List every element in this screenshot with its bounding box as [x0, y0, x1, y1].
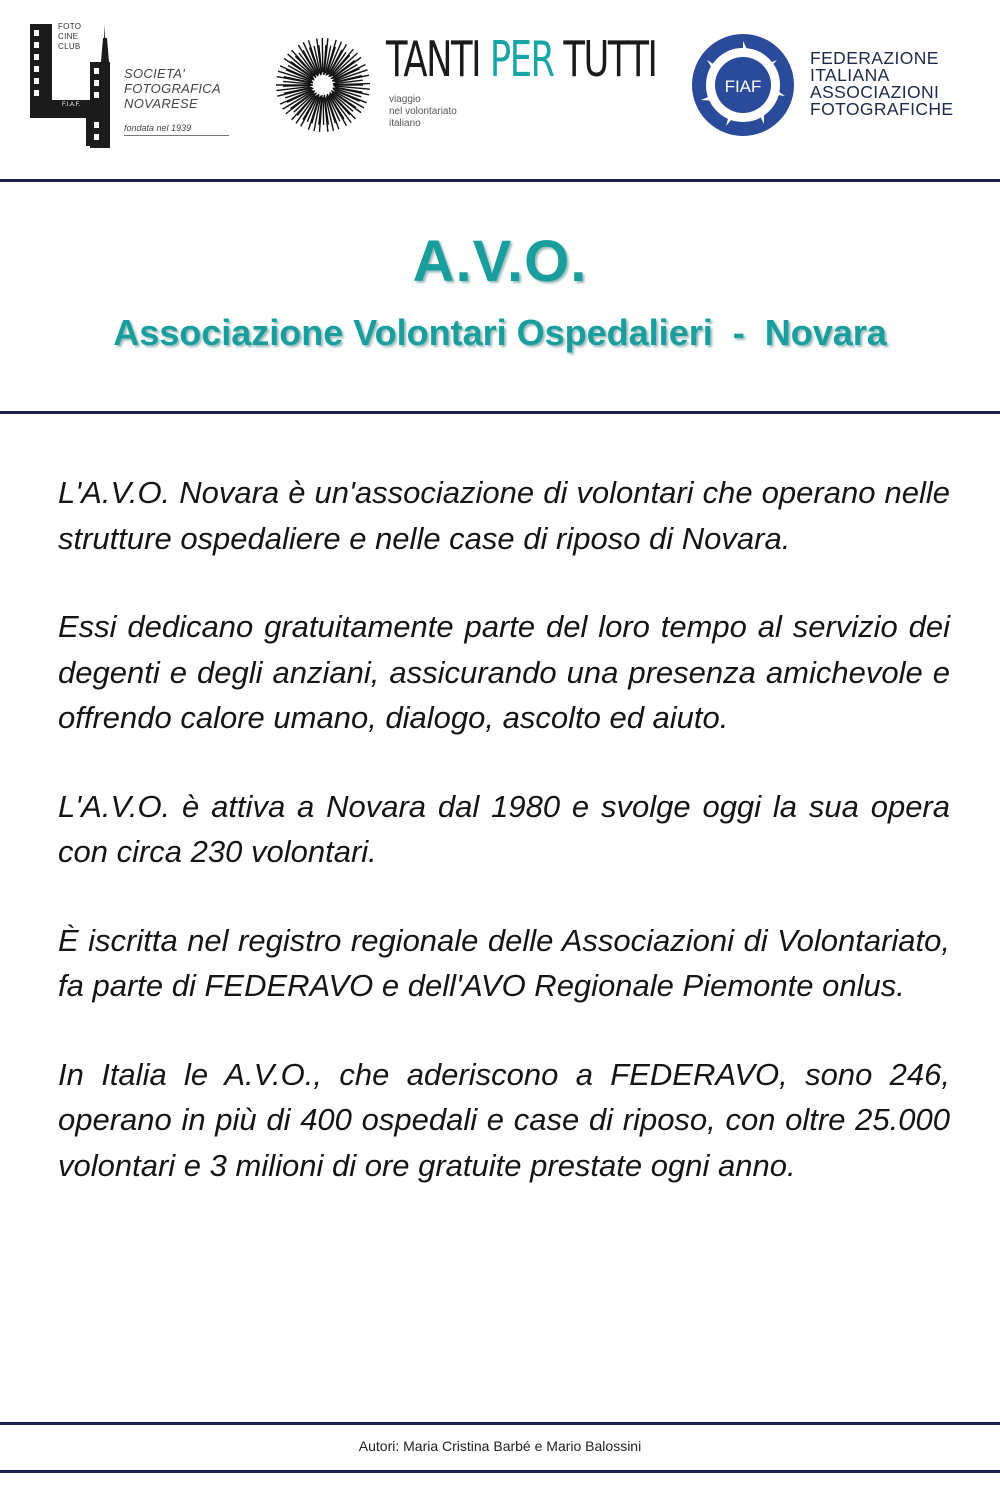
- sfn-founded: fondata nel 1939: [124, 123, 229, 136]
- footer-top-divider: [0, 1422, 1000, 1425]
- foto-cine-club-label: FOTO CINE CLUB: [58, 22, 82, 51]
- aperture-icon: [690, 30, 800, 140]
- top-divider: [0, 179, 1000, 182]
- footer-bottom-divider: [0, 1470, 1000, 1473]
- starburst-icon: [268, 30, 378, 140]
- paragraph: L'A.V.O. Novara è un'associazione di volontari che operano nelle strutture ospedaliere e nelle case di riposo di Novara.: [58, 475, 950, 556]
- logo-header: [0, 0, 1000, 180]
- page-title: A.V.O.: [412, 229, 588, 294]
- tanti-per-tutti-logo: [268, 30, 658, 140]
- sfn-name: SOCIETA' FOTOGRAFICA NOVARESE: [124, 66, 221, 111]
- svg-text:FIAF: FIAF: [724, 77, 762, 96]
- authors-credit: Autori: Maria Cristina Barbé e Mario Balossini: [358, 1438, 642, 1454]
- tpt-title: TANTI PER TUTTI: [386, 31, 657, 88]
- sfn-logo: [28, 22, 238, 152]
- fiaf-logo: [690, 30, 980, 145]
- title-divider: [0, 411, 1000, 414]
- tpt-subtitle: viaggio nel volontariato italiano: [389, 94, 457, 129]
- fiaf-name: FEDERAZIONE ITALIANA ASSOCIAZIONI FOTOGRAFICHE: [810, 48, 954, 119]
- paragraph: L'A.V.O. è attiva a Novara dal 1980 e svolge oggi la sua opera con circa 230 volontari.: [58, 788, 950, 869]
- page-subtitle: Associazione Volontari Ospedalieri - Novara: [113, 312, 887, 353]
- body-text: [58, 470, 950, 1231]
- title-block: [0, 228, 1000, 356]
- paragraph: È iscritta nel registro regionale delle Associazioni di Volontariato, fa parte di FEDERAVO e dell'AVO Regionale Piemonte onlus.: [58, 922, 950, 1003]
- paragraph: In Italia le A.V.O., che aderiscono a FEDERAVO, sono 246, operano in più di 400 ospedali e case di riposo, con oltre 25.000 volontari e 3 milioni di ore gratuite prestate ogni anno.: [58, 1056, 950, 1183]
- sfn-fiaf-mark: F.I.A.F.: [62, 102, 81, 108]
- paragraph: Essi dedicano gratuitamente parte del loro tempo al servizio dei degenti e degli anziani, assicurando una presenza amichevole e offrendo calore umano, dialogo, ascolto ed aiuto.: [58, 609, 950, 735]
